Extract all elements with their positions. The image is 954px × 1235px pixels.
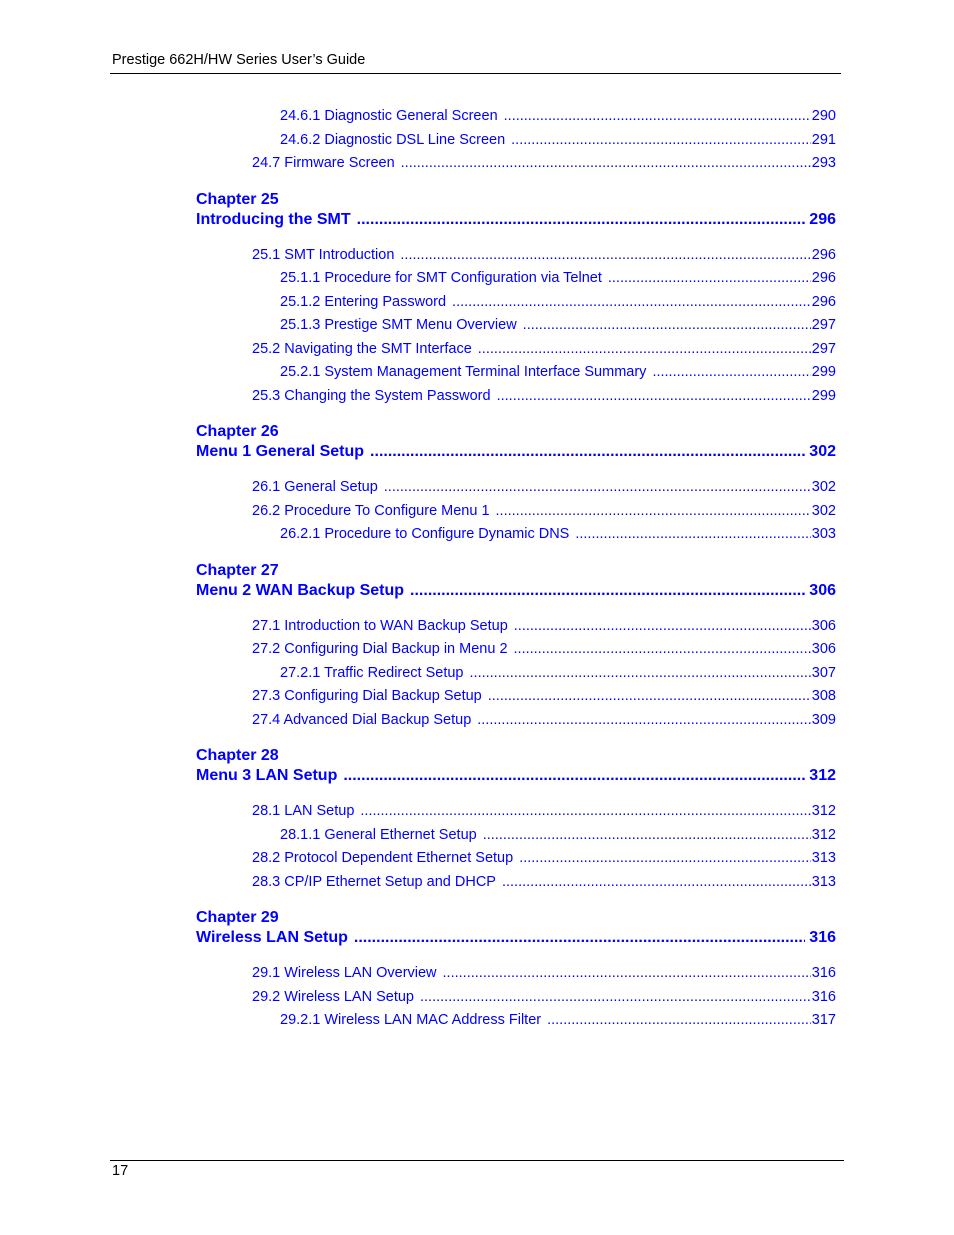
toc-chapter-entry[interactable]: [196, 581, 836, 601]
entry-title: 25.1.3 Prestige SMT Menu Overview: [280, 317, 517, 333]
entry-page: 296: [811, 246, 836, 263]
entry-page: 296: [809, 210, 836, 228]
dot-leader: [496, 502, 811, 520]
entry-page: 302: [811, 502, 836, 519]
toc-section-entry[interactable]: [252, 802, 836, 820]
chapter-label[interactable]: Chapter 25: [196, 190, 279, 208]
dot-leader: [504, 107, 811, 125]
entry-page: 296: [811, 293, 836, 310]
dot-leader: [502, 873, 811, 891]
dot-leader: [488, 687, 811, 705]
entry-page: 299: [811, 364, 836, 380]
toc-section-entry[interactable]: [280, 1011, 836, 1029]
dot-leader: [652, 363, 810, 381]
entry-title: 24.6.1 Diagnostic General Screen: [280, 108, 498, 124]
entry-title: 26.2.1 Procedure to Configure Dynamic DNS: [280, 526, 570, 542]
toc-section-entry[interactable]: [252, 711, 836, 729]
dot-leader: [575, 525, 810, 543]
entry-title: 28.1 LAN Setup: [252, 803, 355, 819]
chapter-label[interactable]: Chapter 26: [196, 423, 279, 440]
toc-section-entry[interactable]: [280, 363, 836, 381]
entry-page: 316: [809, 929, 836, 946]
entry-title: 25.1.1 Procedure for SMT Configuration via Telnet: [280, 270, 602, 286]
entry-title: 28.3 CP/IP Ethernet Setup and DHCP: [252, 873, 496, 890]
entry-page: 306: [809, 581, 836, 599]
entry-page: 312: [811, 826, 836, 843]
entry-page: 293: [811, 155, 836, 171]
entry-page: 299: [811, 387, 836, 404]
toc-chapter-entry[interactable]: [196, 442, 836, 462]
toc-section-entry[interactable]: [280, 316, 836, 334]
toc-section-entry[interactable]: [252, 502, 836, 520]
entry-title: 26.1 General Setup: [252, 479, 378, 495]
entry-title: Introducing the SMT: [196, 210, 351, 228]
entry-title: 29.2.1 Wireless LAN MAC Address Filter: [280, 1012, 542, 1028]
dot-leader: [514, 617, 811, 635]
dot-leader: [519, 849, 811, 867]
entry-title: 25.3 Changing the System Password: [252, 387, 491, 404]
entry-page: 306: [811, 617, 836, 634]
chapter-label[interactable]: Chapter 29: [196, 909, 279, 926]
entry-title: 24.6.2 Diagnostic DSL Line Screen: [280, 131, 506, 148]
dot-leader: [478, 340, 811, 358]
dot-leader: [354, 928, 805, 948]
entry-page: 297: [811, 317, 836, 333]
toc-section-entry[interactable]: [252, 849, 836, 867]
dot-leader: [384, 478, 811, 496]
toc-section-entry[interactable]: [252, 687, 836, 705]
dot-leader: [420, 988, 811, 1006]
entry-page: 308: [811, 688, 836, 704]
dot-leader: [497, 387, 811, 405]
entry-page: 313: [811, 850, 836, 866]
document-title: Prestige 662H/HW Series User’s Guide: [112, 52, 366, 68]
dot-leader: [400, 246, 810, 264]
entry-title: 27.2 Configuring Dial Backup in Menu 2: [252, 641, 508, 657]
toc-section-entry[interactable]: [252, 340, 836, 358]
toc-section-entry[interactable]: [280, 525, 836, 543]
toc-chapter-entry[interactable]: [196, 766, 836, 786]
entry-title: 27.3 Configuring Dial Backup Setup: [252, 688, 482, 704]
dot-leader: [511, 131, 811, 149]
dot-leader: [343, 766, 805, 786]
toc-section-entry[interactable]: [252, 964, 836, 982]
toc-section-entry[interactable]: [252, 617, 836, 635]
entry-title: 25.2 Navigating the SMT Interface: [252, 340, 472, 357]
footer-rule: [110, 1160, 844, 1161]
entry-page: 307: [811, 664, 836, 681]
toc-section-entry[interactable]: [252, 988, 836, 1006]
toc-section-entry[interactable]: [280, 826, 836, 844]
entry-page: 317: [811, 1012, 836, 1028]
entry-title: 28.1.1 General Ethernet Setup: [280, 826, 477, 843]
entry-page: 296: [811, 270, 836, 286]
entry-page: 312: [811, 803, 836, 819]
dot-leader: [357, 210, 806, 230]
entry-page: 290: [811, 108, 836, 124]
entry-title: 29.2 Wireless LAN Setup: [252, 988, 414, 1005]
entry-title: 28.2 Protocol Dependent Ethernet Setup: [252, 850, 514, 866]
toc-section-entry[interactable]: [280, 107, 836, 125]
entry-title: 25.2.1 System Management Terminal Interface Summary: [280, 364, 647, 380]
toc-section-entry[interactable]: [280, 269, 836, 287]
toc-section-entry[interactable]: [252, 246, 836, 264]
entry-page: 312: [809, 767, 836, 784]
toc-section-entry[interactable]: [252, 640, 836, 658]
dot-leader: [608, 269, 811, 287]
entry-title: 25.1.2 Entering Password: [280, 293, 447, 310]
entry-title: Menu 2 WAN Backup Setup: [196, 581, 405, 599]
chapter-label[interactable]: Chapter 28: [196, 747, 279, 764]
entry-title: Wireless LAN Setup: [196, 929, 348, 946]
entry-title: 27.4 Advanced Dial Backup Setup: [252, 711, 472, 728]
entry-title: 25.1 SMT Introduction: [252, 246, 395, 263]
toc-section-entry[interactable]: [280, 131, 836, 149]
dot-leader: [523, 316, 811, 334]
dot-leader: [443, 964, 811, 982]
entry-page: 297: [811, 340, 836, 357]
dot-leader: [547, 1011, 811, 1029]
entry-page: 302: [811, 479, 836, 495]
toc-section-entry[interactable]: [252, 873, 836, 891]
entry-title: Menu 3 LAN Setup: [196, 767, 338, 784]
entry-title: 24.7 Firmware Screen: [252, 155, 395, 171]
entry-title: Menu 1 General Setup: [196, 443, 365, 460]
entry-page: 291: [811, 131, 836, 148]
entry-page: 303: [811, 526, 836, 542]
entry-title: 27.2.1 Traffic Redirect Setup: [280, 664, 464, 681]
dot-leader: [401, 154, 811, 172]
toc-section-entry[interactable]: [280, 293, 836, 311]
dot-leader: [370, 442, 805, 462]
toc-section-entry[interactable]: [252, 154, 836, 172]
page-number: 17: [112, 1163, 129, 1179]
entry-title: 26.2 Procedure To Configure Menu 1: [252, 502, 490, 519]
entry-title: 27.1 Introduction to WAN Backup Setup: [252, 617, 508, 634]
entry-page: 302: [809, 443, 836, 460]
entry-title: 29.1 Wireless LAN Overview: [252, 965, 437, 981]
entry-page: 316: [811, 988, 836, 1005]
entry-page: 306: [811, 641, 836, 657]
toc-chapter-entry[interactable]: [196, 210, 836, 230]
dot-leader: [410, 581, 805, 601]
dot-leader: [452, 293, 811, 311]
entry-page: 316: [811, 965, 836, 981]
toc-section-entry[interactable]: [252, 478, 836, 496]
toc-chapter-entry[interactable]: [196, 928, 836, 948]
toc-section-entry[interactable]: [280, 664, 836, 682]
dot-leader: [514, 640, 811, 658]
toc-section-entry[interactable]: [252, 387, 836, 405]
dot-leader: [483, 826, 811, 844]
dot-leader: [470, 664, 811, 682]
dot-leader: [360, 802, 810, 820]
dot-leader: [477, 711, 811, 729]
entry-page: 313: [811, 873, 836, 890]
entry-page: 309: [811, 711, 836, 728]
chapter-label[interactable]: Chapter 27: [196, 561, 279, 579]
